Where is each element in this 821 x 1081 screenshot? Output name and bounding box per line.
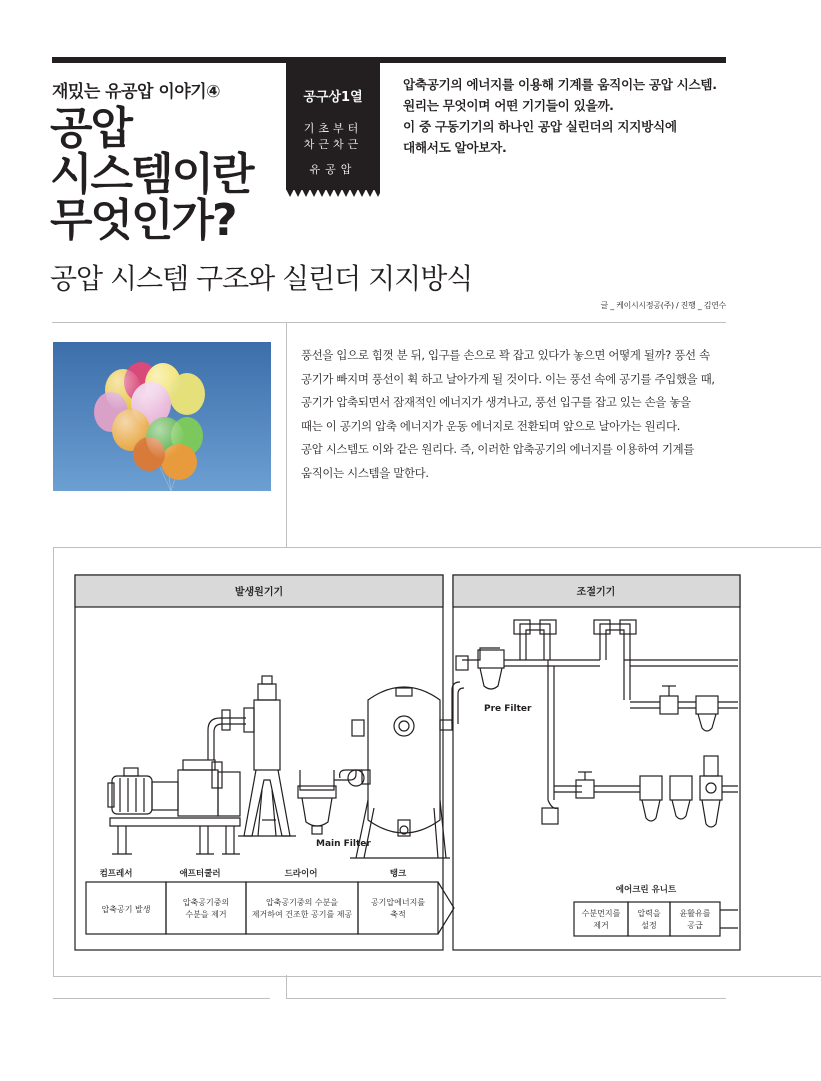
main-pipe xyxy=(452,620,738,827)
title-line-3: 무엇인가? xyxy=(50,195,236,246)
page-subtitle: 공압 시스템 구조와 실린더 지지방식 xyxy=(50,262,473,295)
box-lubricant-text-1: 윤활유를 xyxy=(679,909,711,918)
dryer-label: 드라이어 xyxy=(284,869,318,879)
badge-line-3: 차근차근 xyxy=(303,138,363,151)
aftercooler-label: 애프터쿨러 xyxy=(179,869,221,879)
badge-line-2: 기초부터 xyxy=(303,122,363,135)
dryer-icon xyxy=(298,770,370,834)
pre-filter-label: Pre Filter xyxy=(484,704,532,714)
box-lubricant-text-2: 공급 xyxy=(687,921,703,930)
box-pressure-text-1: 압력을 xyxy=(637,909,661,918)
tank-icon xyxy=(350,687,452,858)
body-line: 공압 시스템도 이와 같은 원리다. 즉, 이러한 압축공기의 에너지를 이용하여 기계를 xyxy=(301,442,695,456)
air-unit-label: 에어크린 유니트 xyxy=(615,885,677,895)
credit-line: 글 _ 케이시시정공(주) / 진행 _ 김연수 xyxy=(600,301,726,310)
lead-line: 대해서도 알아보자. xyxy=(403,140,507,155)
generator-header-label: 발생원기기 xyxy=(234,587,284,598)
series-label: 재밌는 유공압 이야기④ xyxy=(52,82,221,102)
lead-line: 압축공기의 에너지를 이용해 기계를 움직이는 공압 시스템. xyxy=(403,77,717,92)
regulator-section-frame xyxy=(453,575,740,950)
regulator-header-label: 조절기기 xyxy=(576,587,616,598)
box-aftercooler-text-2: 수분을 제거 xyxy=(185,910,227,919)
title-line-1: 공압 xyxy=(50,103,132,154)
title-line-2: 시스템이란 xyxy=(50,149,253,200)
footer-rule-left xyxy=(53,998,270,999)
badge-line-4: 유공압 xyxy=(309,163,357,176)
air-unit-description-row xyxy=(574,902,738,936)
box-tank-text-2: 축적 xyxy=(390,910,406,919)
footer-rule-right xyxy=(286,998,726,999)
compressor-icon xyxy=(108,760,240,854)
box-moisture-text-2: 제거 xyxy=(593,921,609,930)
flow-arrow-icon xyxy=(438,882,454,934)
footer-column-divider xyxy=(286,975,287,999)
box-pressure-text-2: 설정 xyxy=(641,921,657,930)
body-line: 공기가 압축되면서 잠재적인 에너지가 생겨나고, 풍선 입구를 잡고 있는 손을 놓을 xyxy=(301,395,691,409)
box-aftercooler-text-1: 압축공기중의 xyxy=(182,898,230,907)
body-line: 공기가 빠지며 풍선이 휙 하고 날아가게 될 것이다. 이는 풍선 속에 공기를 주입했을 때, xyxy=(301,371,715,386)
lead-line: 이 중 구동기기의 하나인 공압 실린더의 지지방식에 xyxy=(403,119,677,134)
compressor-label: 컴프레서 xyxy=(99,869,133,879)
main-filter-label: Main Filter xyxy=(316,839,371,849)
body-line: 움직이는 시스템을 말한다. xyxy=(301,465,429,480)
badge-line-1: 공구상1열 xyxy=(303,90,363,105)
body-line: 풍선을 입으로 힘껏 분 뒤, 입구를 손으로 꽉 잡고 있다가 놓으면 어떻게 될까? 풍선 속 xyxy=(301,348,710,362)
body-line: 때는 이 공기의 압축 에너지가 운동 에너지로 전환되며 앞으로 날아가는 원리다. xyxy=(301,418,681,433)
lead-line: 원리는 무엇이며 어떤 기기들이 있을까. xyxy=(403,98,614,113)
box-compressor-text: 압축공기 발생 xyxy=(101,905,151,914)
box-dryer-text-1: 압축공기중의 수분을 xyxy=(265,898,339,907)
box-tank-text-1: 공기압에너지를 xyxy=(370,898,426,907)
aftercooler-icon xyxy=(208,676,296,836)
generator-section-frame xyxy=(75,575,443,950)
tank-label: 탱크 xyxy=(389,869,407,879)
box-dryer-text-2: 제거하여 건조한 공기를 제공 xyxy=(251,910,353,919)
box-moisture-text-1: 수분먼지를 xyxy=(581,909,621,918)
